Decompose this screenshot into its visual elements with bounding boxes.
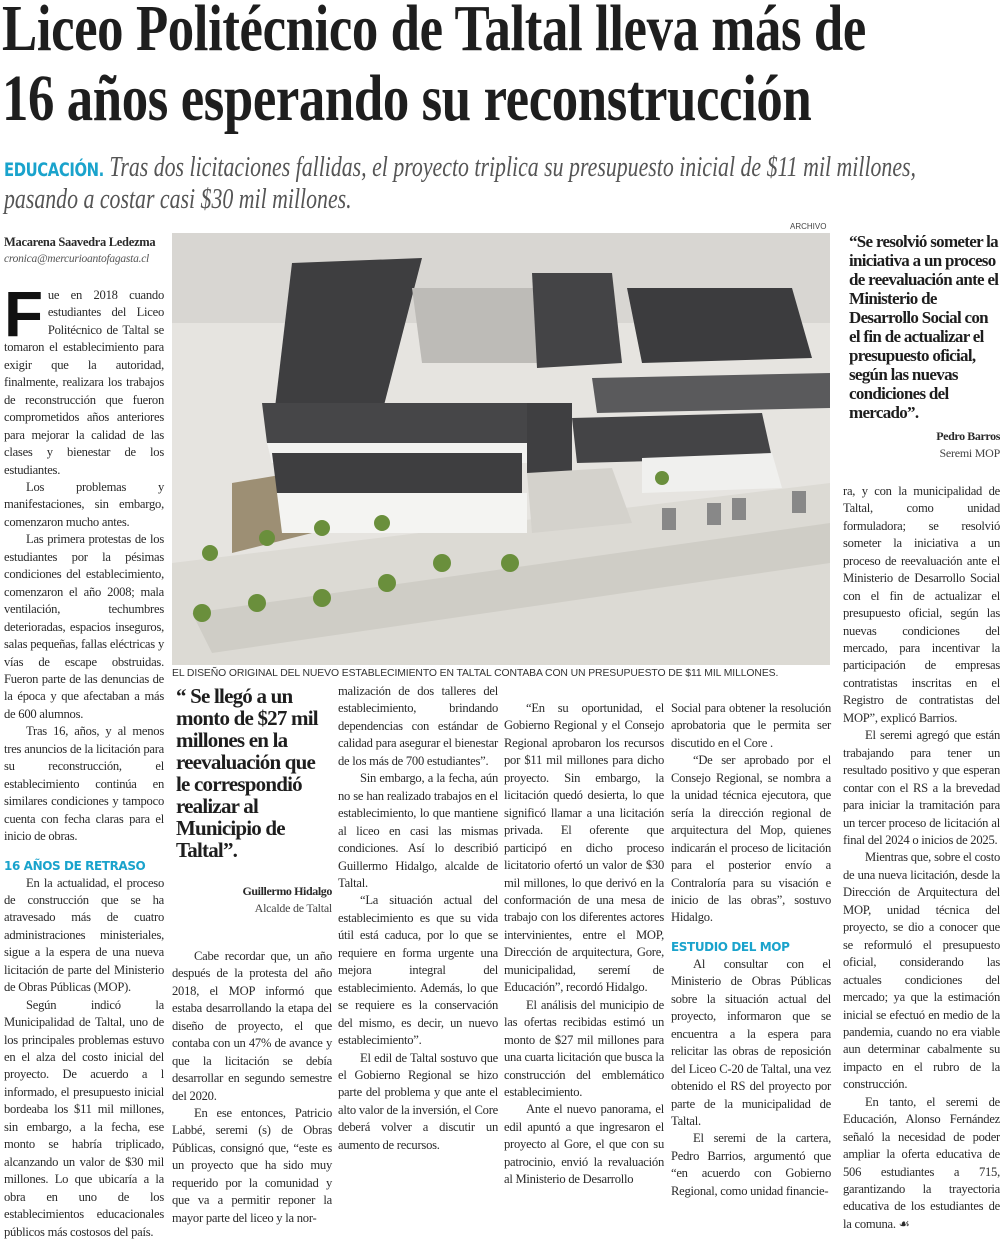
deck-kicker: EDUCACIÓN. [4,159,104,181]
quote-author-role: Alcalde de Taltal [254,901,332,916]
quote-author-name: Pedro Barros [936,429,1000,443]
paragraph: ra, y con la municipalidad de Taltal, como unidad formuladora; se resolvió someter la iniciativa a un proceso de reevaluación ante el Ministerio de Desarrollo Social con el fin de actualizar el presupuesto oficial, según las nuevas condiciones del mercado, para incentivar la participación de empresas contratistas inscritas en el Registro de contratistas del MOP”, explicó Barrios. [843,483,1000,725]
pull-quote-barros: “Se resolvió someter la iniciativa a un proceso de reevaluación ante el Ministerio de Desarrollo Social con el fin de actualizar el presupuesto oficial, según las nuevas condiciones del mercado”. [849,232,999,422]
paragraph: Tras 16, años, y al menos tres anuncios de la licitación para su reconstrucción, el establecimiento continúa en similares condiciones y tampoco cuenta con fecha claras para el inicio de obras. [4,724,164,844]
section-heading-retraso: 16 AÑOS DE RETRASO [4,858,146,873]
byline-name: Macarena Saavedra Ledezma [4,235,156,249]
paragraph: ue en 2018 cuando estudiantes del Liceo Politécnico de Taltal se tomaron el establecimiento para exigir que la autoridad, finalmente, realizara los trabajos de reconstrucción que fueron comprometidos años anteriores para mejorar la calidad de las clases y bienestar de los estudiantes. [4,288,164,477]
section-heading-estudio-mop: ESTUDIO DEL MOP [671,939,790,954]
article-column-3 [338,683,498,1154]
headline-line-2: 16 años esperando su reconstrucción [2,62,812,135]
photo-credit: ARCHIVO [790,222,827,231]
paragraph: Cabe recordar que, un año después de la protesta del año 2018, el MOP informó que estaba desarrollando la etapa del diseño de proyecto, el que contaba con un 47% de avance y que la licitación se debía desarrollar en segundo semestre del 2020. [172,948,332,1103]
deck-text: Tras dos licitaciones fallidas, el proyecto triplica su presupuesto inicial de $11 mil millones, pasando a costar casi $30 mil millones. [4,152,917,215]
paragraph: Ante el nuevo panorama, el edil apuntó a que ingresaron el proyecto al Gore, el que con su patrocinio, envió la revaluación al Ministerio de Desarrollo [504,1102,664,1187]
paragraph: malización de dos talleres del establecimiento, brindando dependencias con estándar de calidad para asegurar el bienestar de los más de 700 estudiantes”. [338,684,498,768]
paragraph: Según indicó la Municipalidad de Taltal, uno de los principales problemas estuvo en el alza del costo inicial del proyecto. De acuerdo a l informado, el presupuesto inicial bordeaba los $11 mil millones, sin embargo, a la fecha, ese monto se habría triplicado, alcanzando un valor de $30 mil millones. Lo que ubicaría a la obra en uno de los establecimientos educacionales públicos más costosos del país. [4,997,164,1239]
paragraph: El edil de Taltal sostuvo que el Gobierno Regional se hizo parte del problema y que ante el alto valor de la inversión, el Core deberá volver a discutir un aumento de recursos. [338,1050,498,1152]
paragraph: Las primera protestas de los estudiantes por la pésimas condiciones del establecimiento, comenzaron el año 2008; mala ventilación, techumbres deterioradas, espacios inseguros, salas pequeñas, fallas eléctricas y vías de escape obstruidas. Fueron parte de las denuncias de la época y que afectaban a más de 600 alumnos. [4,532,164,721]
paragraph: Mientras que, sobre el costo de una nueva licitación, desde la Dirección de Arquitectura del MOP, unidad técnica del proyecto, se dio a conocer que se reformuló el presupuesto oficial, considerando las actuales condiciones del mercado; ya que la estimación inicial se efectuó en medio de la pandemia, cuando no era viable aun determinar cabalmente su impacto en el rubro de la construcción. [843,850,1000,1092]
paragraph: Social para obtener la resolución aprobatoria que le permita ser discutido en el Core . [671,701,831,750]
paragraph: El análisis del municipio de las ofertas recibidas estimó un monto de $27 mil millones para una cuarta licitación que busca la construcción del emblemático establecimiento. [504,997,664,1099]
paragraph: “En su oportunidad, el Gobierno Regional y el Consejo Regional aprobaron los recursos por $11 mil millones para dicho proyecto. Sin embargo, la licitación quedó desierta, lo que significó llamar a una licitación privada. El oferente que participó en dicho proceso licitatorio ofertó un valor de $30 mil millones, lo que derivó en la conformación de una mesa de trabajo con los diferentes actores intervinientes, entre el MOP, Dirección de arquitectura, Gore, municipalidad, seremí de Educación”, recordó Hidalgo. [504,701,664,995]
paragraph: “La situación actual del establecimiento es que su vida útil está caduca, por lo que se requiere en forma urgente una mejora integral del establecimiento. Además, lo que se requiere es la conservación del mismo, es decir, un nuevo establecimiento”. [338,893,498,1048]
byline-email[interactable]: cronica@mercurioantofagasta.cl [4,253,149,265]
quote-author-role: Seremi MOP [939,446,1000,461]
drop-cap: F [4,278,43,350]
pull-quote-hidalgo: “ Se llegó a un monto de $27 mil millones en la reevaluación que le correspondió realizar al Municipio de Taltal”. [176,684,318,862]
paragraph: En ese entonces, Patricio Labbé, seremi (s) de Obras Públicas, consignó que, “este es un proyecto que ha sido muy requerido por la comunidad y que va a permitir reponer la mayor parte del liceo y la nor- [172,1105,332,1225]
paragraph: Sin embargo, a la fecha, aún no se han realizado trabajos en el establecimiento, lo que mantiene al liceo en casi las mismas condiciones. Así lo describió Guillermo Hidalgo, alcalde de Taltal. [338,771,498,890]
quote-author-name: Guillermo Hidalgo [242,884,332,898]
paragraph: El seremi de la cartera, Pedro Barrios, argumentó que “en acuerdo con Gobierno Regional, como unidad financie- [671,1131,831,1198]
paragraph: Al consultar con el Ministerio de Obras Públicas sobre la situación actual del proyecto, informaron que se encuentra a la espera para relicitar las obras de reposición del Liceo C-20 de Taltal, una vez obtenido el RS del proyecto por parte de la municipalidad de Taltal. [671,956,831,1128]
paragraph: El seremi agregó que están trabajando para tener un resultado positivo y que esperan contar con el RS a la brevedad para iniciar la tramitación para un tercer proceso de licitación al final del 2024 o inicios de 2025. [843,728,1000,847]
paragraph: En la actualidad, el proceso de construcción que se ha atravesado más de cuatro administraciones ministeriales, sigue a la espera de una nueva licitación de parte del Ministerio de Obras Públicas (MOP). [4,875,164,995]
paragraph: En tanto, el seremi de Educación, Alonso Fernández señaló la necesidad de poder ampliar la oferta educativa de 506 estudiantes a 715, garantizando la trayectoria educativa de los estudiantes de la comuna. ☙ [843,1094,1000,1231]
article-column-6 [843,232,1000,1233]
paragraph: Los problemas y manifestaciones, sin embargo, comenzaron mucho antes. [4,479,164,529]
article-column-1 [4,234,164,1241]
deck [4,153,971,214]
article-column-4 [504,700,664,1189]
article-column-2 [172,685,332,1227]
headline-line-1: Liceo Politécnico de Taltal lleva más de [2,0,866,65]
paragraph: “De ser aprobado por el Consejo Regional, se nombra a la unidad técnica ejecutora, que sería la dirección regional de arquitectura del Mop, quienes indicarán el proceso de licitación para el posterior envío a Contraloría para su visación e inicio de las obras”, sostuvo Hidalgo. [671,753,831,925]
article-column-5 [671,700,831,1200]
building-render-photo [172,233,830,665]
headline [2,0,1000,134]
photo-caption: EL DISEÑO ORIGINAL DEL NUEVO ESTABLECIMIENTO EN TALTAL CONTABA CON UN PRESUPUESTO DE $11 MIL MILLONES. [172,668,779,679]
